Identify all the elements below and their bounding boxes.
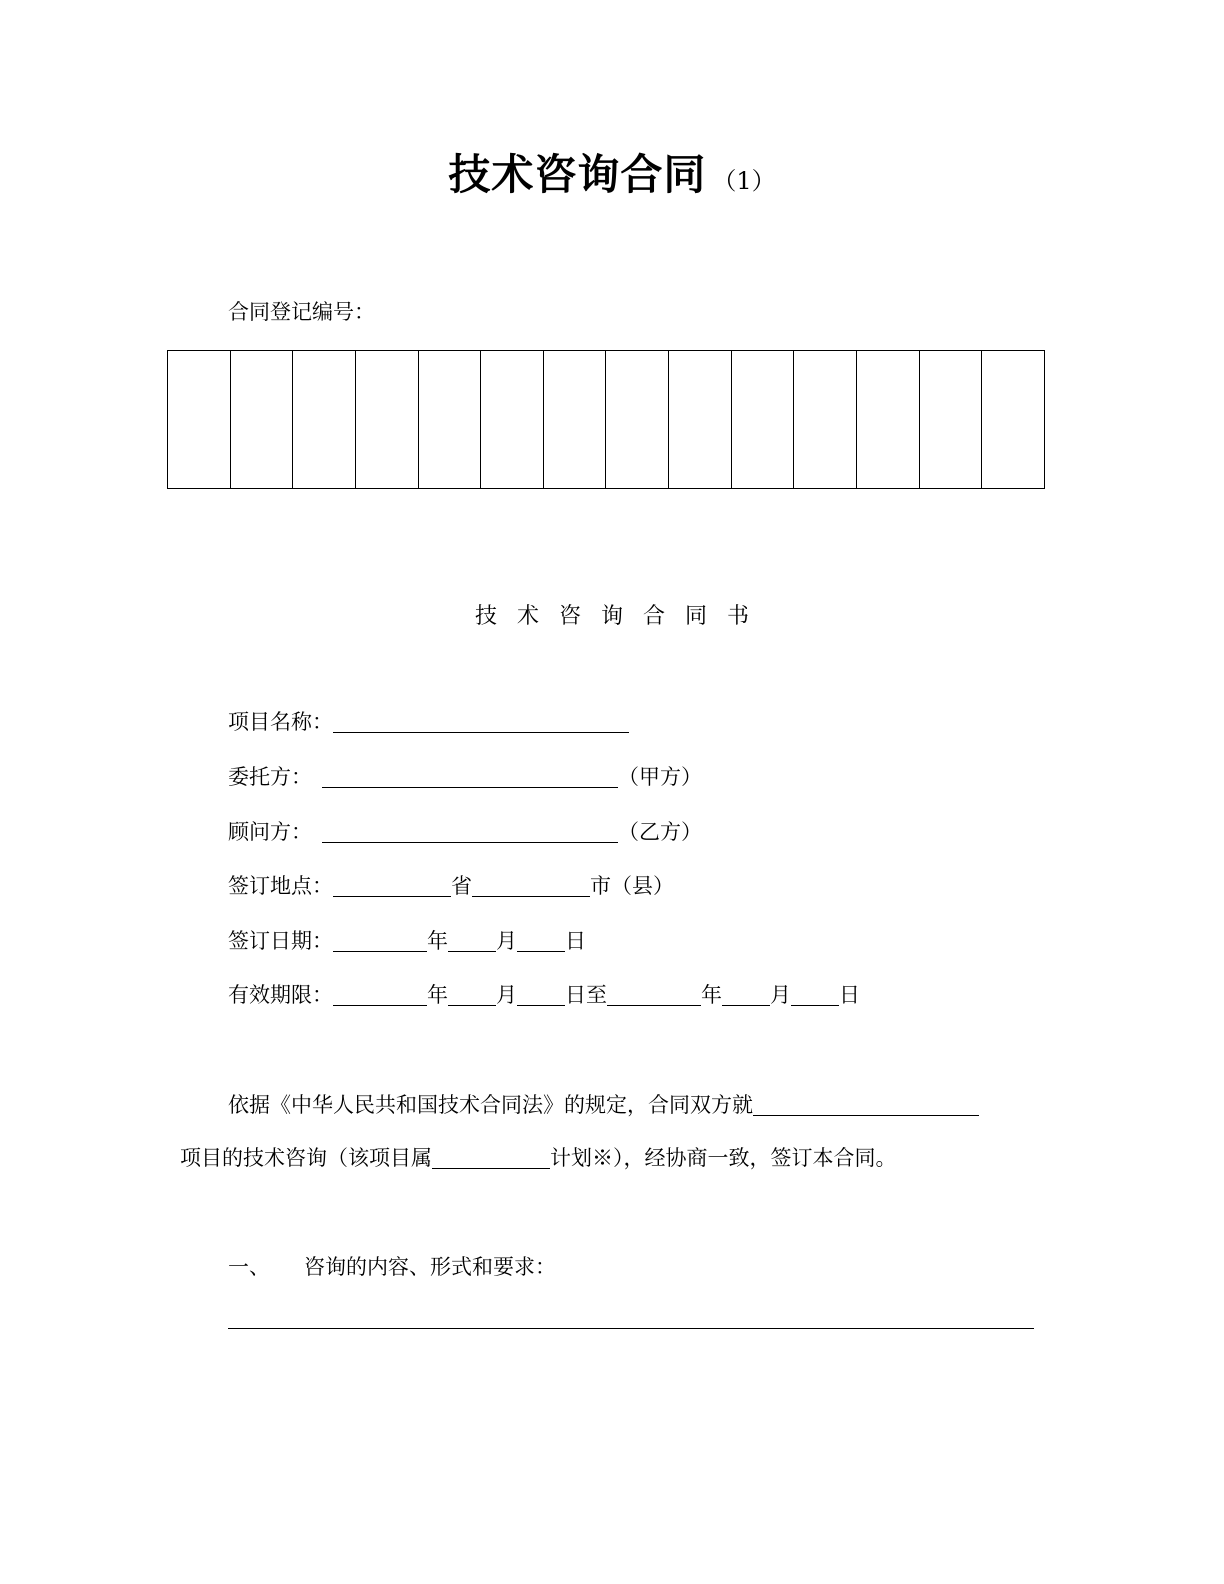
project-name-row <box>228 706 629 736</box>
title-main: 技术咨询合同 <box>448 150 707 199</box>
project-subject-blank[interactable] <box>753 1093 979 1116</box>
preamble-text-2a: 项目的技术咨询（该项目属 <box>180 1146 432 1170</box>
month-label: 月 <box>770 983 791 1007</box>
section-1-title: 咨询的内容、形式和要求： <box>304 1255 556 1279</box>
day-label: 日 <box>565 929 586 953</box>
registration-number-grid <box>167 350 1045 489</box>
sign-day-blank[interactable] <box>517 929 565 952</box>
registration-cell[interactable] <box>794 351 857 488</box>
sign-date-label: 签订日期： <box>228 929 333 953</box>
city-blank[interactable] <box>472 874 590 897</box>
section-1-heading <box>228 1251 556 1281</box>
year-label: 年 <box>427 983 448 1007</box>
day-label: 日 <box>839 983 860 1007</box>
title-sub: （1） <box>712 167 776 195</box>
registration-cell[interactable] <box>920 351 983 488</box>
plan-blank[interactable] <box>432 1146 550 1169</box>
sign-year-blank[interactable] <box>333 929 427 952</box>
validity-label: 有效期限： <box>228 983 333 1007</box>
month-label: 月 <box>496 929 517 953</box>
registration-cell[interactable] <box>231 351 294 488</box>
consultant-blank[interactable] <box>322 820 618 843</box>
start-month-blank[interactable] <box>448 983 496 1006</box>
registration-cell[interactable] <box>669 351 732 488</box>
year-label: 年 <box>427 929 448 953</box>
end-day-blank[interactable] <box>791 983 839 1006</box>
registration-cell[interactable] <box>168 351 231 488</box>
project-name-blank[interactable] <box>333 710 629 733</box>
document-title <box>0 142 1224 202</box>
province-label: 省 <box>451 874 472 898</box>
province-blank[interactable] <box>333 874 451 897</box>
month-label: 月 <box>496 983 517 1007</box>
registration-cell[interactable] <box>857 351 920 488</box>
registration-cell[interactable] <box>606 351 669 488</box>
preamble-line-2 <box>180 1142 897 1172</box>
registration-cell[interactable] <box>356 351 419 488</box>
end-year-blank[interactable] <box>607 983 701 1006</box>
section-1-number: 一、 <box>228 1255 270 1279</box>
client-label: 委托方： <box>228 765 312 789</box>
sign-month-blank[interactable] <box>448 929 496 952</box>
consultant-suffix: （乙方） <box>618 820 702 844</box>
place-row <box>228 870 674 900</box>
end-month-blank[interactable] <box>722 983 770 1006</box>
to-label: 日至 <box>565 983 607 1007</box>
registration-cell[interactable] <box>982 351 1044 488</box>
preamble-text-2b: 计划※），经协商一致，签订本合同。 <box>550 1146 897 1170</box>
consultant-label: 顾问方： <box>228 820 312 844</box>
project-name-label: 项目名称： <box>228 710 333 734</box>
client-suffix: （甲方） <box>618 765 702 789</box>
preamble-text-1: 依据《中华人民共和国技术合同法》的规定，合同双方就 <box>228 1093 753 1117</box>
client-row <box>228 761 702 791</box>
registration-label: 合同登记编号： <box>228 300 375 324</box>
sign-date-row <box>228 925 586 955</box>
consultant-row <box>228 816 702 846</box>
registration-cell[interactable] <box>419 351 482 488</box>
place-label: 签订地点： <box>228 874 333 898</box>
year-label: 年 <box>701 983 722 1007</box>
city-label: 市（县） <box>590 874 674 898</box>
preamble-line-1 <box>228 1089 979 1119</box>
registration-cell[interactable] <box>544 351 607 488</box>
registration-cell[interactable] <box>732 351 795 488</box>
start-day-blank[interactable] <box>517 983 565 1006</box>
start-year-blank[interactable] <box>333 983 427 1006</box>
contract-book-title: 技术咨询合同书 <box>474 604 769 629</box>
registration-cell[interactable] <box>481 351 544 488</box>
validity-row <box>228 979 860 1009</box>
client-blank[interactable] <box>322 765 618 788</box>
registration-cell[interactable] <box>293 351 356 488</box>
section-1-answer-line[interactable] <box>228 1328 1034 1329</box>
